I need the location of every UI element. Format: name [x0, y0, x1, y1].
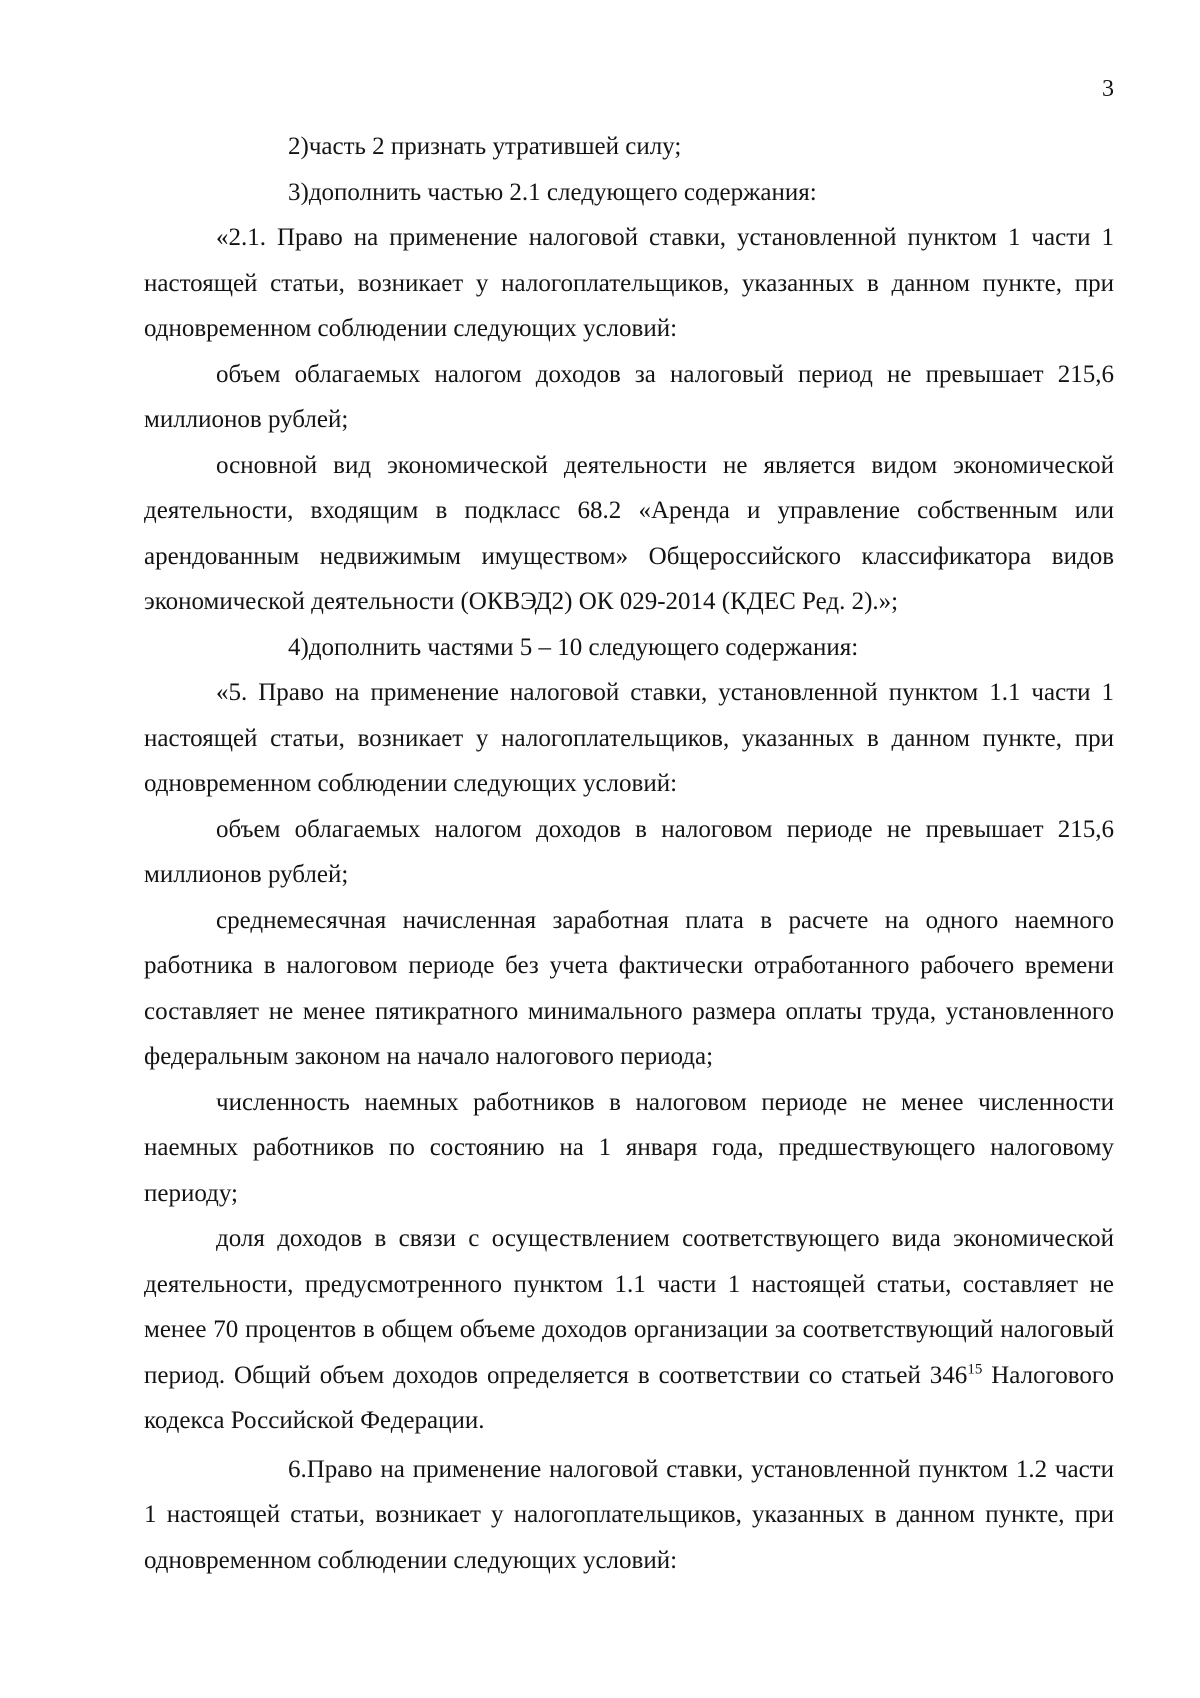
item-number: 6. — [288, 1455, 307, 1483]
item-text: часть 2 признать утратившей силу; — [308, 133, 682, 160]
item-text: Право на применение налоговой ставки, установленной пунктом 1.2 части 1 настоящей статьи, возникает у налогоплательщиков, указанных в данном пункте, при одновременном соблюдении следующих условий: — [144, 1455, 1114, 1574]
list-item-4 — [144, 625, 1114, 671]
income-share-text-end: Налогового кодекса Российской Федерации. — [144, 1361, 1114, 1434]
condition-employee-count: численность наемных работников в налоговом периоде не менее численности наемных работников по состоянию на 1 января года, предшествующего налоговому периоду; — [144, 1088, 1114, 1207]
item-number: 2) — [288, 133, 309, 160]
condition-income-period: объем облагаемых налогом доходов в налоговом периоде не превышает 215,6 миллионов рублей; — [144, 815, 1114, 888]
item-text: дополнить частями 5 – 10 следующего содержания: — [308, 633, 859, 661]
condition-activity-type: основной вид экономической деятельности не является видом экономической деятельности, входящим в подкласс 68.2 «Аренда и управление собственным или арендованным недвижимым имуществом» Общероссийского классификатора видов экономической деятельности (ОКВЭД2) ОК 029-2014 (КДЕС Ред. 2).»; — [144, 451, 1114, 615]
paragraph-2-1: «2.1. Право на применение налоговой ставки, установленной пунктом 1 части 1 настоящей статьи, возникает у налогоплательщиков, указанных в данном пункте, при одновременном соблюдении следующих условий: — [144, 224, 1114, 342]
paragraph-5: «5. Право на применение налоговой ставки, установленной пунктом 1.1 части 1 настоящей статьи, возникает у налогоплательщиков, указанных в данном пункте, при одновременном соблюдении следующих условий: — [144, 679, 1114, 797]
item-number: 3) — [288, 178, 309, 206]
income-share-text: доля доходов в связи с осуществлением соответствующего вида экономической деятельности, предусмотренного пунктом 1.1 части 1 настоящей статьи, составляет не менее 70 процентов в общем объеме доходов организации за соответствующий налоговый период. Общий объем доходов определяется в соответствии со статьей 346 — [144, 1225, 1114, 1389]
item-number: 4) — [288, 633, 309, 661]
item-text: дополнить частью 2.1 следующего содержания: — [308, 178, 817, 206]
condition-income-limit: объем облагаемых налогом доходов за налоговый период не превышает 215,6 миллионов рублей; — [144, 360, 1114, 433]
document-body — [144, 124, 1114, 1583]
article-superscript: 15 — [967, 1361, 983, 1378]
condition-income-share — [144, 1216, 1114, 1444]
condition-average-salary: среднемесячная начисленная заработная плата в расчете на одного наемного работника в налоговом периоде без учета фактически отработанного рабочего времени составляет не менее пятикратного минимального размера оплаты труда, установленного федеральным законом на начало налогового периода; — [144, 906, 1114, 1070]
list-item-3 — [144, 170, 1114, 216]
list-item-2 — [144, 124, 1114, 170]
page-number: 3 — [1102, 76, 1114, 102]
paragraph-6 — [144, 1447, 1114, 1584]
